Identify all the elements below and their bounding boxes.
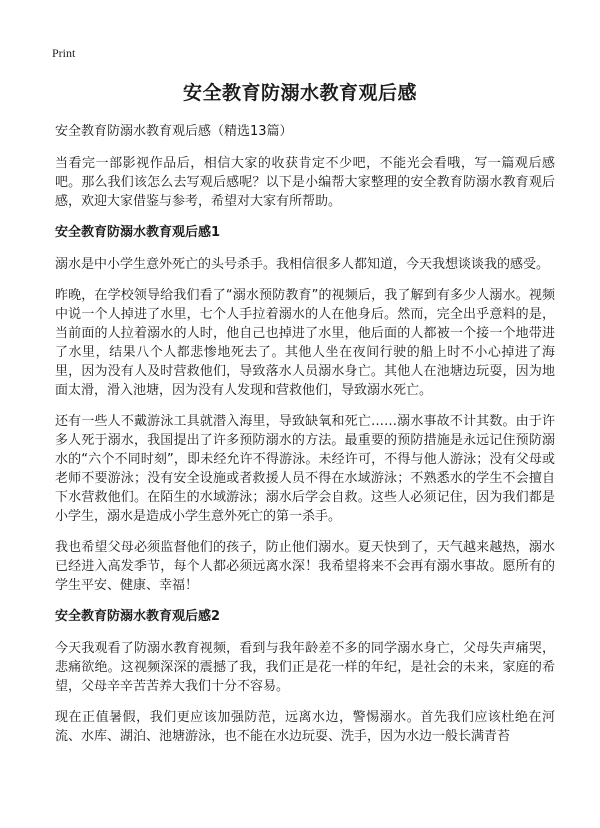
- section-heading-2: 安全教育防溺水教育观后感2: [55, 609, 221, 624]
- section2-paragraph-1: 今天我观看了防溺水教育视频，看到与我年龄差不多的同学溺水身亡，父母失声痛哭，悲痛欲绝。这视频深深的震撼了我，我们正是花一样的年纪，是社会的未来，家庭的希望，父母辛辛苦苦养大我们十分不容易。: [55, 641, 555, 694]
- section1-paragraph-4: 我也希望父母必须监督他们的孩子，防止他们溺水。夏天快到了，天气越来越热，溺水已经进入高发季节，每个人都必须远离水深！我希望将来不会再有溺水事故。愿所有的学生平安、健康、幸福！: [55, 540, 555, 593]
- article-subtitle: 安全教育防溺水教育观后感（精选13篇）: [55, 124, 293, 139]
- section2-paragraph-2: 现在正值暑假，我们更应该加强防范，远离水边，警惕溺水。首先我们应该杜绝在河流、水库、湖泊、池塘游泳，也不能在水边玩耍、洗手，因为水边一般长满青苔: [55, 710, 555, 744]
- article-body: [55, 122, 555, 758]
- page-title: 安全教育防溺水教育观后感: [182, 82, 417, 104]
- section1-paragraph-1: 溺水是中小学生意外死亡的头号杀手。我相信很多人都知道，今天我想谈谈我的感受。: [55, 257, 550, 272]
- section1-paragraph-2: 昨晚，在学校领导给我们看了“溺水预防教育”的视频后，我了解到有多少人溺水。视频中说一个人掉进了水里，七个人手拉着溺水的人在他身后。然而，完全出乎意料的是，当前面的人拉着溺水的人时，他自己也掉进了水里，他后面的人都被一个接一个地带进了水里，结果八个人都悲惨地死去了。其他人坐在夜间行驶的船上时不小心掉进了海里，因为没有人及时营救他们，导致落水人员溺水身亡。其他人在池塘边玩耍，因为地面太滑，滑入池塘，因为没有人发现和营救他们，导致溺水死亡。: [55, 288, 555, 398]
- print-link[interactable]: Print: [52, 46, 76, 60]
- section1-paragraph-3: 还有一些人不戴游泳工具就潜入海里，导致缺氧和死亡……溺水事故不计其数。由于许多人死于溺水，我国提出了许多预防溺水的方法。最重要的预防措施是永远记住预防溺水的“六个不同时刻”，即未经允许不得游泳。未经许可，不得与他人游泳；没有父母或老师不要游泳；没有安全设施或者救援人员不得在水域游泳；不熟悉水的学生不会擅自下水营救他们。在陌生的水域游泳；溺水后学会自救。这些人必须记住，因为我们都是小学生，溺水是造成小学生意外死亡的第一杀手。: [55, 414, 555, 524]
- intro-paragraph: 当看完一部影视作品后，相信大家的收获肯定不少吧，不能光会看哦，写一篇观后感吧。那么我们该怎么去写观后感呢？以下是小编帮大家整理的安全教育防溺水教育观后感，欢迎大家借鉴与参考，希望对大家有所帮助。: [55, 156, 555, 209]
- section-heading-1: 安全教育防溺水教育观后感1: [55, 225, 221, 240]
